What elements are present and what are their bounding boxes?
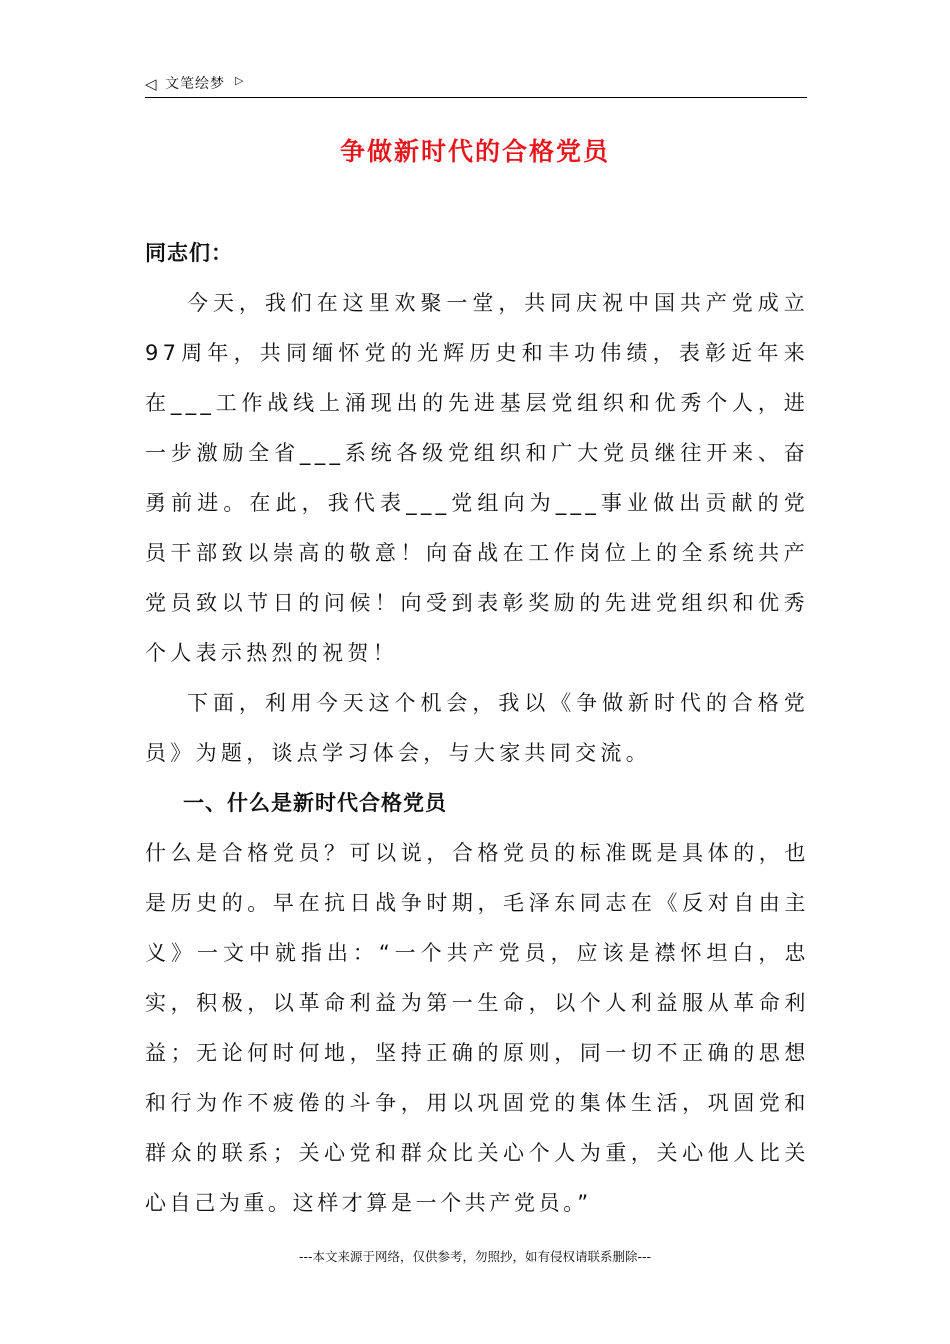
triangle-left-icon: ◁ [145,75,157,93]
greeting: 同志们： [145,241,233,265]
running-header [145,72,807,98]
header-rule [145,97,807,98]
footer-disclaimer: ---本文来源于网络，仅供参考，勿照抄，如有侵权请联系删除--- [298,1249,652,1264]
section-heading: 一、什么是新时代合格党员 [183,791,447,815]
paragraph-opening: 今天，我们在这里欢聚一堂，共同庆祝中国共产党成立97周年，共同缅怀党的光辉历史和丰功伟绩，表彰近年来在___工作战线上涌现出的先进基层党组织和优秀个人，进一步激励全省___系统各级党组织和广大党员继往开来、奋勇前进。在此，我代表___党组向为___事业做出贡献的党员干部致以崇高的敬意！向奋战在工作岗位上的全系统共产党员致以节日的问候！向受到表彰奖励的先进党组织和优秀个人表示热烈的祝贺！ [145,291,809,665]
paragraph-intro: 下面，利用今天这个机会，我以《争做新时代的合格党员》为题，谈点学习体会，与大家共同交流。 [145,691,809,765]
header-brand: 文笔绘梦 [165,76,225,92]
triangle-right-icon: ▷ [235,74,244,87]
paragraph-section-1: 什么是合格党员？可以说，合格党员的标准既是具体的，也是历史的。早在抗日战争时期，毛泽东同志在《反对自由主义》一文中就指出：“一个共产党员，应该是襟怀坦白，忠实，积极，以革命利益为第一生命，以个人利益服从革命利益；无论何时何地，坚持正确的原则，同一切不正确的思想和行为作不疲倦的斗争，用以巩固党的集体生活，巩固党和群众的联系；关心党和群众比关心个人为重，关心他人比关心自己为重。这样才算是一个共产党员。” [145,841,809,1215]
document-body [145,228,809,1228]
document-title: 争做新时代的合格党员 [339,137,610,166]
